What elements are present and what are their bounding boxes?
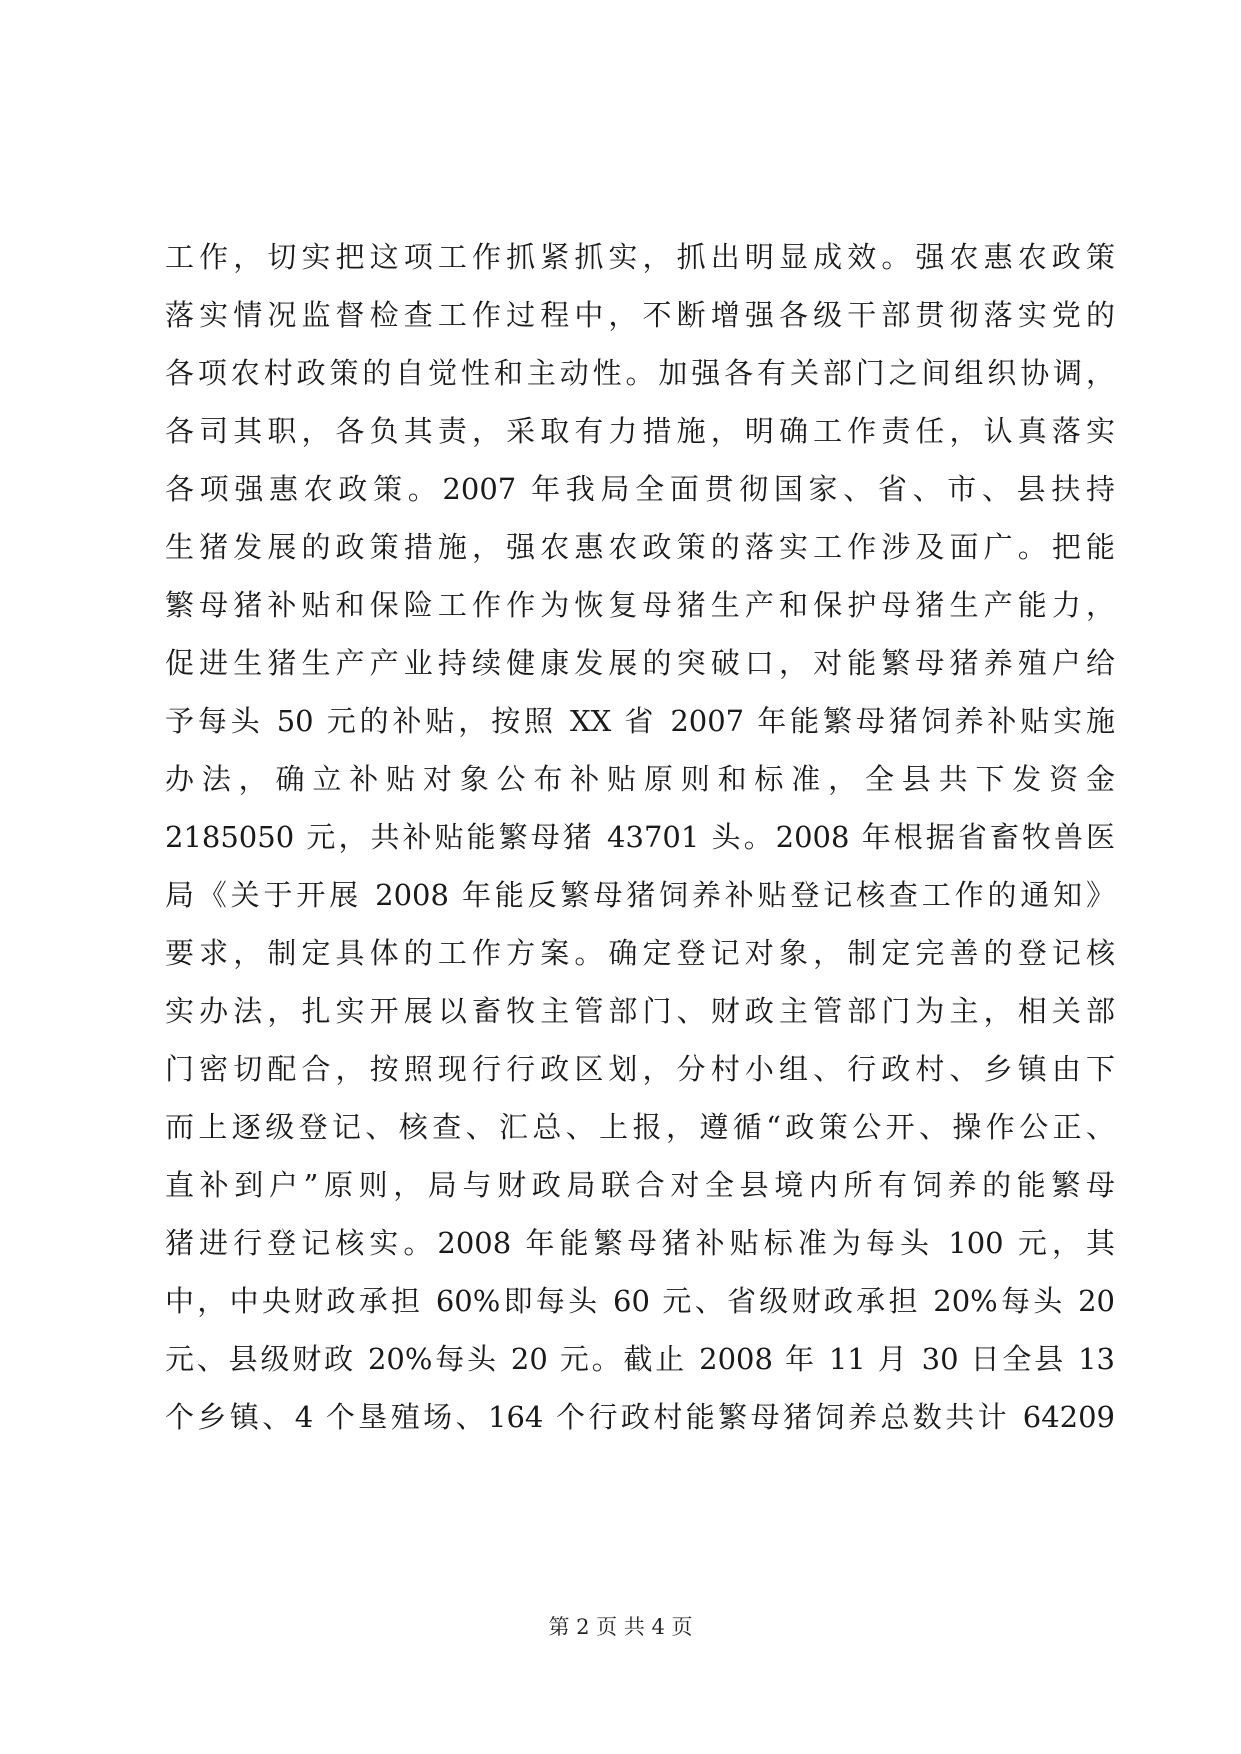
- text-line: 工作，切实把这项工作抓紧抓实，抓出明显成效。强农惠农政策: [165, 240, 1115, 274]
- text-line: 落实情况监督检查工作过程中，不断增强各级干部贯彻落实党的: [165, 298, 1115, 332]
- page-number-footer: 第 2 页 共 4 页: [548, 1615, 693, 1639]
- text-line: 门密切配合，按照现行行政区划，分村小组、行政村、乡镇由下: [165, 1052, 1115, 1086]
- text-line: 办法，确立补贴对象公布补贴原则和标准，全县共下发资金: [165, 762, 1115, 796]
- text-line: 各项强惠农政策。2007 年我局全面贯彻国家、省、市、县扶持: [165, 472, 1115, 506]
- text-line: 2185050 元，共补贴能繁母猪 43701 头。2008 年根据省畜牧兽医: [165, 820, 1115, 854]
- text-line: 要求，制定具体的工作方案。确定登记对象，制定完善的登记核: [165, 936, 1115, 970]
- text-line: 生猪发展的政策措施，强农惠农政策的落实工作涉及面广。把能: [165, 530, 1115, 564]
- text-line: 繁母猪补贴和保险工作作为恢复母猪生产和保护母猪生产能力，: [165, 588, 1115, 622]
- text-line: 予每头 50 元的补贴，按照 XX 省 2007 年能繁母猪饲养补贴实施: [165, 704, 1115, 738]
- text-line: 各项农村政策的自觉性和主动性。加强各有关部门之间组织协调，: [165, 356, 1115, 390]
- text-line: 各司其职，各负其责，采取有力措施，明确工作责任，认真落实: [165, 414, 1115, 448]
- text-line: 实办法，扎实开展以畜牧主管部门、财政主管部门为主，相关部: [165, 994, 1115, 1028]
- body-text: [165, 228, 1115, 1446]
- text-line: 中，中央财政承担 60%即每头 60 元、省级财政承担 20%每头 20: [165, 1284, 1115, 1318]
- text-line: 个乡镇、4 个垦殖场、164 个行政村能繁母猪饲养总数共计 64209: [165, 1400, 1115, 1434]
- text-line: 猪进行登记核实。2008 年能繁母猪补贴标准为每头 100 元，其: [165, 1226, 1115, 1260]
- text-line: 元、县级财政 20%每头 20 元。截止 2008 年 11 月 30 日全县 13: [165, 1342, 1115, 1376]
- text-line: 促进生猪生产产业持续健康发展的突破口，对能繁母猪养殖户给: [165, 646, 1115, 680]
- text-line: 而上逐级登记、核查、汇总、上报，遵循“政策公开、操作公正、: [165, 1110, 1115, 1144]
- text-line: 直补到户”原则，局与财政局联合对全县境内所有饲养的能繁母: [165, 1168, 1115, 1202]
- text-line: 局《关于开展 2008 年能反繁母猪饲养补贴登记核查工作的通知》: [165, 878, 1115, 912]
